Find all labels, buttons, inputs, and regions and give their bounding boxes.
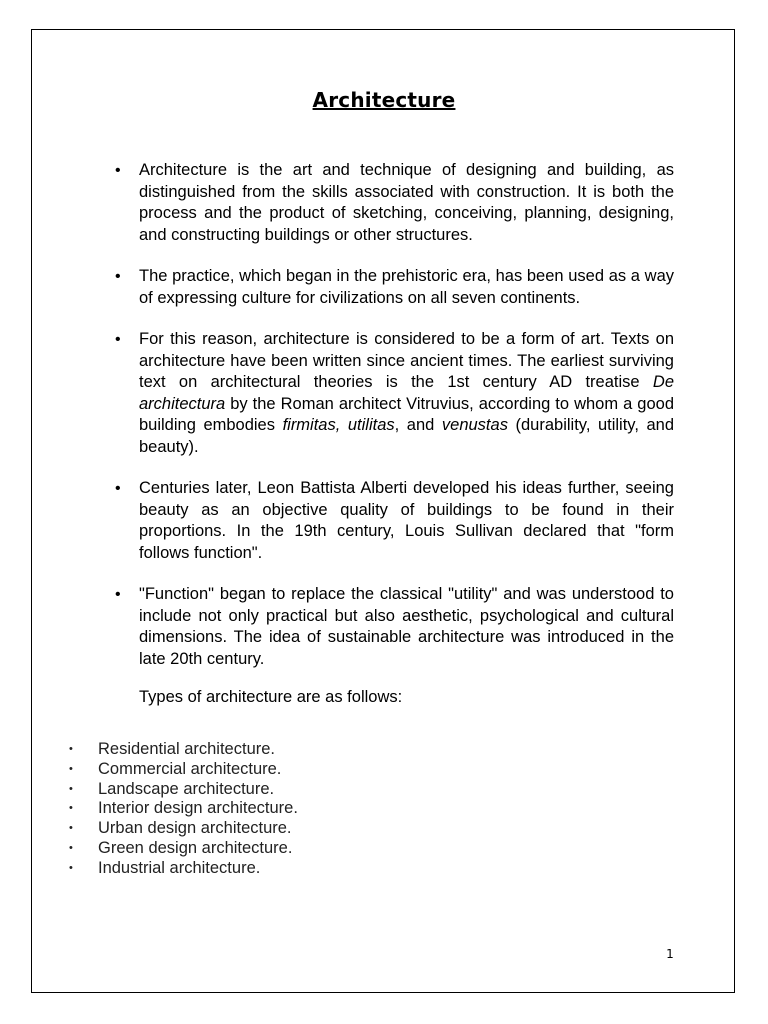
list-item xyxy=(69,759,298,780)
bullet-icon: • xyxy=(115,162,121,179)
types-list xyxy=(69,740,298,879)
paragraph-item xyxy=(115,329,675,458)
paragraph-text: Centuries later, Leon Battista Alberti developed his ideas further, seeing beauty as an objective quality of buildings to be found in their proportions. In the 19th century, Louis Sullivan declared that "form follows function". xyxy=(139,479,674,562)
types-intro: Types of architecture are as follows: xyxy=(139,688,403,706)
paragraph-item xyxy=(115,160,674,246)
bullet-icon: • xyxy=(115,331,121,348)
bullet-icon: • xyxy=(69,822,73,835)
paragraph-text: For this reason, architecture is considered to be a form of art. Texts on architecture have been written since ancient times. The earliest surviving text on architectural theories is the 1st century AD treatise xyxy=(139,330,674,391)
list-item-label: Green design architecture. xyxy=(98,838,293,857)
paragraph-text: "Function" began to replace the classical "utility" and was understood to include not only practical but also aesthetic, psychological and cultural dimensions. The idea of sustainable architecture was introduced in the late 20th century. xyxy=(139,585,674,668)
paragraph-text: , and xyxy=(394,416,442,434)
list-item xyxy=(69,858,298,879)
paragraph-item xyxy=(115,584,674,670)
list-item xyxy=(69,838,298,859)
bullet-icon: • xyxy=(115,480,121,497)
bullet-icon: • xyxy=(69,743,73,755)
paragraph-text: The practice, which began in the prehistoric era, has been used as a way of expressing culture for civilizations on all seven continents. xyxy=(139,267,674,307)
paragraph-item xyxy=(115,266,674,309)
list-item xyxy=(69,779,298,800)
paragraph-list xyxy=(115,160,675,690)
list-item-label: Industrial architecture. xyxy=(98,858,261,877)
list-item-label: Urban design architecture. xyxy=(98,819,292,838)
list-item xyxy=(69,740,298,760)
bullet-icon: • xyxy=(115,586,121,603)
list-item xyxy=(69,799,298,819)
list-item-label: Residential architecture. xyxy=(98,740,276,758)
bullet-icon: • xyxy=(69,841,73,854)
paragraph-text: Architecture is the art and technique of designing and building, as distinguished from the skills associated with construction. It is both the process and the product of sketching, conceiving, planning, designing, and constructing buildings or other structures. xyxy=(139,161,674,244)
document-title: Architecture xyxy=(312,88,456,112)
italic-term: venustas xyxy=(441,416,508,434)
list-item-label: Interior design architecture. xyxy=(98,799,298,818)
paragraph-text: by the Roman architect Vitruvius, according to whom a good building embodies xyxy=(139,394,674,434)
paragraph-text: (durability, utility, and beauty). xyxy=(139,416,675,456)
list-item xyxy=(69,819,298,839)
bullet-icon: • xyxy=(115,268,121,285)
italic-term: firmitas, utilitas xyxy=(282,416,395,434)
bullet-icon: • xyxy=(69,762,73,775)
list-item-label: Landscape architecture. xyxy=(98,779,275,798)
bullet-icon: • xyxy=(69,861,73,874)
paragraph-item xyxy=(115,478,674,564)
bullet-icon: • xyxy=(69,802,73,815)
bullet-icon: • xyxy=(69,782,73,795)
page-number: 1 xyxy=(666,947,674,961)
list-item-label: Commercial architecture. xyxy=(98,759,282,778)
italic-term: De architectura xyxy=(139,373,674,413)
